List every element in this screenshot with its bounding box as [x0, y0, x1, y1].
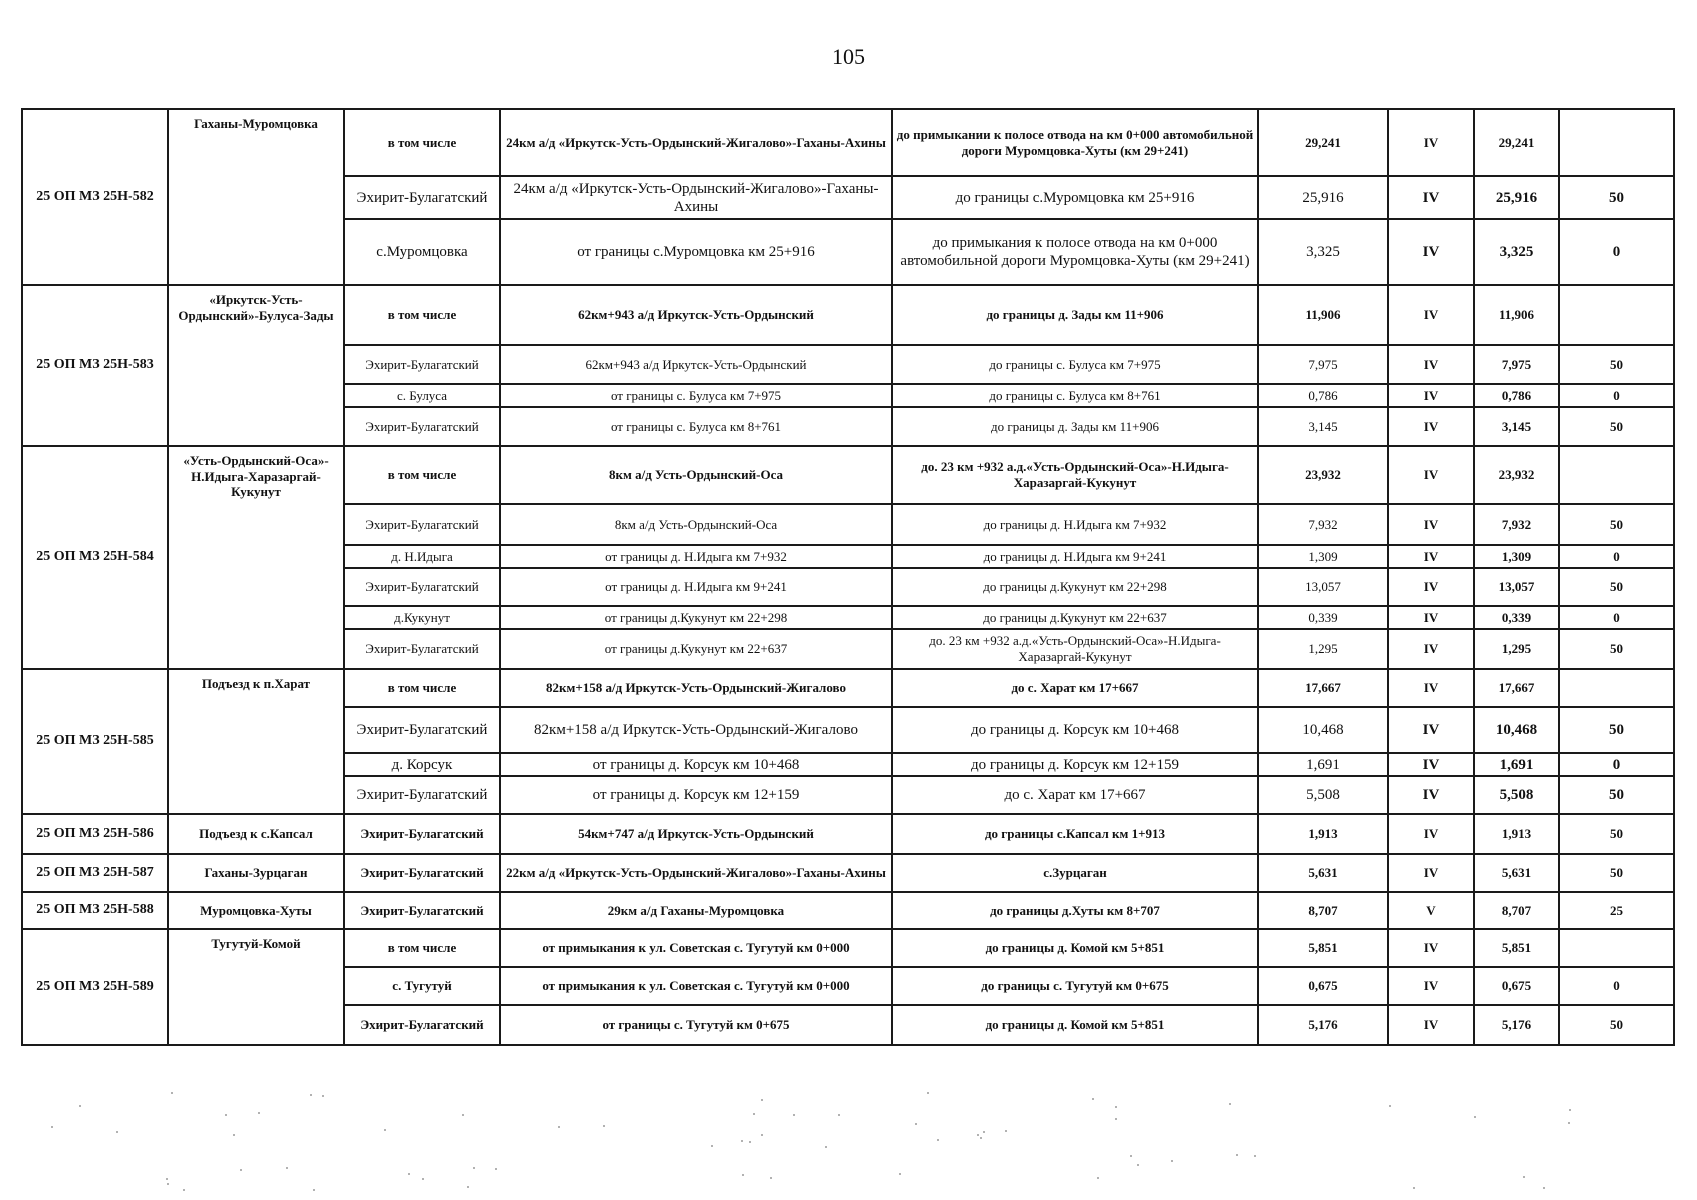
scan-speck: [462, 1114, 464, 1116]
end-cell: до границы д.Кукунут км 22+298: [892, 568, 1258, 606]
unit-cell: Эхирит-Булагатский: [344, 568, 500, 606]
start-cell: 8км а/д Усть-Ордынский-Оса: [500, 504, 892, 545]
unit-cell: д.Кукунут: [344, 606, 500, 629]
table-row: [22, 109, 1674, 176]
scan-speck: [793, 1114, 795, 1116]
scan-speck: [1229, 1103, 1231, 1105]
unit-cell: Эхирит-Булагатский: [344, 776, 500, 814]
length-total-cell: 1,309: [1474, 545, 1559, 568]
speed-cell: 50: [1559, 814, 1674, 854]
table-row: [22, 854, 1674, 892]
road-code-cell: 25 ОП МЗ 25Н-583: [22, 285, 168, 446]
category-cell: IV: [1388, 285, 1474, 345]
length-total-cell: 10,468: [1474, 707, 1559, 753]
page-number: 105: [832, 44, 865, 69]
speed-cell: [1559, 285, 1674, 345]
length-total-cell: 5,176: [1474, 1005, 1559, 1045]
scan-speck: [1543, 1187, 1545, 1189]
length-cell: 3,145: [1258, 407, 1388, 446]
table-row: [22, 446, 1674, 504]
scan-speck: [233, 1134, 235, 1136]
scan-speck: [166, 1178, 168, 1180]
scan-speck: [742, 1174, 744, 1176]
scan-speck: [225, 1114, 227, 1116]
scan-speck: [79, 1105, 81, 1107]
speed-cell: 50: [1559, 345, 1674, 384]
scan-speck: [1097, 1177, 1099, 1179]
start-cell: от границы д. Н.Идыга км 7+932: [500, 545, 892, 568]
end-cell: до границы с. Булуса км 7+975: [892, 345, 1258, 384]
length-cell: 11,906: [1258, 285, 1388, 345]
unit-cell: Эхирит-Булагатский: [344, 707, 500, 753]
end-cell: до границы д. Корсук км 12+159: [892, 753, 1258, 776]
speed-cell: 50: [1559, 568, 1674, 606]
category-cell: IV: [1388, 967, 1474, 1005]
end-cell: до границы д. Зады км 11+906: [892, 285, 1258, 345]
start-cell: от примыкания к ул. Советская с. Тугутуй км 0+000: [500, 929, 892, 967]
unit-cell: д. Корсук: [344, 753, 500, 776]
category-cell: IV: [1388, 176, 1474, 219]
length-cell: 23,932: [1258, 446, 1388, 504]
unit-cell: с. Тугутуй: [344, 967, 500, 1005]
speed-cell: [1559, 109, 1674, 176]
speed-cell: 0: [1559, 219, 1674, 285]
unit-cell: в том числе: [344, 109, 500, 176]
scan-speck: [384, 1129, 386, 1131]
category-cell: IV: [1388, 776, 1474, 814]
scan-speck: [1171, 1160, 1173, 1162]
scan-speck: [495, 1168, 497, 1170]
length-total-cell: 13,057: [1474, 568, 1559, 606]
length-total-cell: 1,913: [1474, 814, 1559, 854]
category-cell: IV: [1388, 929, 1474, 967]
length-cell: 29,241: [1258, 109, 1388, 176]
speed-cell: 50: [1559, 504, 1674, 545]
start-cell: от границы д. Корсук км 12+159: [500, 776, 892, 814]
scan-speck: [558, 1126, 560, 1128]
road-code-cell: 25 ОП МЗ 25Н-582: [22, 109, 168, 285]
road-name-cell: Муромцовка-Хуты: [168, 892, 344, 929]
speed-cell: 0: [1559, 967, 1674, 1005]
scan-speck: [937, 1139, 939, 1141]
speed-cell: 50: [1559, 707, 1674, 753]
length-cell: 1,913: [1258, 814, 1388, 854]
length-cell: 0,675: [1258, 967, 1388, 1005]
speed-cell: 50: [1559, 176, 1674, 219]
scan-speck: [51, 1126, 53, 1128]
scan-speck: [1413, 1187, 1415, 1189]
category-cell: IV: [1388, 384, 1474, 407]
category-cell: IV: [1388, 345, 1474, 384]
unit-cell: Эхирит-Булагатский: [344, 176, 500, 219]
end-cell: до границы с. Булуса км 8+761: [892, 384, 1258, 407]
end-cell: до границы с.Капсал км 1+913: [892, 814, 1258, 854]
table-row: [22, 285, 1674, 345]
scan-speck: [1092, 1098, 1094, 1100]
scan-speck: [171, 1092, 173, 1094]
end-cell: до с. Харат км 17+667: [892, 669, 1258, 707]
length-cell: 0,339: [1258, 606, 1388, 629]
length-cell: 1,309: [1258, 545, 1388, 568]
speed-cell: 50: [1559, 776, 1674, 814]
end-cell: до границы с.Муромцовка км 25+916: [892, 176, 1258, 219]
length-total-cell: 1,691: [1474, 753, 1559, 776]
category-cell: IV: [1388, 629, 1474, 669]
scan-speck: [1005, 1130, 1007, 1132]
end-cell: до границы д.Хуты км 8+707: [892, 892, 1258, 929]
scan-speck: [286, 1167, 288, 1169]
length-cell: 8,707: [1258, 892, 1388, 929]
length-total-cell: 17,667: [1474, 669, 1559, 707]
end-cell: до границы д. Комой км 5+851: [892, 1005, 1258, 1045]
length-cell: 0,786: [1258, 384, 1388, 407]
length-total-cell: 1,295: [1474, 629, 1559, 669]
scan-speck: [1523, 1176, 1525, 1178]
length-total-cell: 7,932: [1474, 504, 1559, 545]
length-total-cell: 23,932: [1474, 446, 1559, 504]
end-cell: до границы д.Кукунут км 22+637: [892, 606, 1258, 629]
length-cell: 1,295: [1258, 629, 1388, 669]
end-cell: до границы д. Н.Идыга км 9+241: [892, 545, 1258, 568]
road-name-cell: «Иркутск-Усть-Ордынский»-Булуса-Зады: [168, 285, 344, 446]
scan-speck: [422, 1178, 424, 1180]
length-cell: 5,631: [1258, 854, 1388, 892]
category-cell: IV: [1388, 1005, 1474, 1045]
scan-speck: [116, 1131, 118, 1133]
speed-cell: 0: [1559, 753, 1674, 776]
start-cell: 24км а/д «Иркутск-Усть-Ордынский-Жигалово»-Гаханы-Ахины: [500, 176, 892, 219]
end-cell: до границы д. Н.Идыга км 7+932: [892, 504, 1258, 545]
length-total-cell: 25,916: [1474, 176, 1559, 219]
scan-speck: [467, 1186, 469, 1188]
road-code-cell: 25 ОП МЗ 25Н-589: [22, 929, 168, 1045]
category-cell: IV: [1388, 753, 1474, 776]
speed-cell: [1559, 929, 1674, 967]
scan-speck: [1389, 1105, 1391, 1107]
category-cell: IV: [1388, 606, 1474, 629]
unit-cell: Эхирит-Булагатский: [344, 407, 500, 446]
unit-cell: с.Муромцовка: [344, 219, 500, 285]
unit-cell: Эхирит-Булагатский: [344, 345, 500, 384]
scan-speck: [915, 1123, 917, 1125]
end-cell: с.Зурцаган: [892, 854, 1258, 892]
start-cell: от границы с. Булуса км 8+761: [500, 407, 892, 446]
road-name-cell: Гаханы-Зурцаган: [168, 854, 344, 892]
road-name-cell: Подъезд к с.Капсал: [168, 814, 344, 854]
start-cell: 62км+943 а/д Иркутск-Усть-Ордынский: [500, 285, 892, 345]
scan-speck: [927, 1092, 929, 1094]
road-name-cell: «Усть-Ордынский-Оса»-Н.Идыга-Харазаргай-Кукунут: [168, 446, 344, 669]
unit-cell: Эхирит-Булагатский: [344, 629, 500, 669]
road-name-cell: Тугутуй-Комой: [168, 929, 344, 1045]
scan-speck: [603, 1125, 605, 1127]
speed-cell: [1559, 669, 1674, 707]
road-name-cell: Гаханы-Муромцовка: [168, 109, 344, 285]
end-cell: до с. Харат км 17+667: [892, 776, 1258, 814]
category-cell: IV: [1388, 446, 1474, 504]
end-cell: до границы с. Тугутуй км 0+675: [892, 967, 1258, 1005]
unit-cell: с. Булуса: [344, 384, 500, 407]
start-cell: от границы д.Кукунут км 22+637: [500, 629, 892, 669]
length-cell: 10,468: [1258, 707, 1388, 753]
unit-cell: д. Н.Идыга: [344, 545, 500, 568]
scan-speck: [1474, 1116, 1476, 1118]
scan-speck: [1569, 1109, 1571, 1111]
road-code-cell: 25 ОП МЗ 25Н-587: [22, 854, 168, 892]
road-code-cell: 25 ОП МЗ 25Н-588: [22, 892, 168, 929]
scan-speck: [1236, 1154, 1238, 1156]
scan-speck: [741, 1140, 743, 1142]
scan-speck: [322, 1095, 324, 1097]
scan-speck: [1137, 1164, 1139, 1166]
length-total-cell: 0,786: [1474, 384, 1559, 407]
length-total-cell: 0,675: [1474, 967, 1559, 1005]
start-cell: от границы д. Корсук км 10+468: [500, 753, 892, 776]
start-cell: 8км а/д Усть-Ордынский-Оса: [500, 446, 892, 504]
unit-cell: в том числе: [344, 285, 500, 345]
length-cell: 17,667: [1258, 669, 1388, 707]
speed-cell: 0: [1559, 545, 1674, 568]
length-total-cell: 3,325: [1474, 219, 1559, 285]
length-cell: 7,975: [1258, 345, 1388, 384]
length-total-cell: 11,906: [1474, 285, 1559, 345]
end-cell: до. 23 км +932 а.д.«Усть-Ордынский-Оса»-Н.Идыга-Харазаргай-Кукунут: [892, 629, 1258, 669]
end-cell: до границы д. Корсук км 10+468: [892, 707, 1258, 753]
unit-cell: Эхирит-Булагатский: [344, 504, 500, 545]
road-code-cell: 25 ОП МЗ 25Н-586: [22, 814, 168, 854]
table-row: [22, 929, 1674, 967]
scan-speck: [408, 1173, 410, 1175]
scan-speck: [473, 1167, 475, 1169]
scan-speck: [983, 1131, 985, 1133]
scan-speck: [838, 1114, 840, 1116]
start-cell: от примыкания к ул. Советская с. Тугутуй км 0+000: [500, 967, 892, 1005]
start-cell: 22км а/д «Иркутск-Усть-Ордынский-Жигалово»-Гаханы-Ахины: [500, 854, 892, 892]
unit-cell: в том числе: [344, 446, 500, 504]
scan-speck: [899, 1173, 901, 1175]
start-cell: от границы с. Булуса км 7+975: [500, 384, 892, 407]
road-code-cell: 25 ОП МЗ 25Н-585: [22, 669, 168, 814]
scan-speck: [749, 1141, 751, 1143]
length-total-cell: 5,631: [1474, 854, 1559, 892]
speed-cell: 0: [1559, 384, 1674, 407]
category-cell: IV: [1388, 669, 1474, 707]
speed-cell: 25: [1559, 892, 1674, 929]
scan-speck: [753, 1113, 755, 1115]
scan-speck: [825, 1146, 827, 1148]
scan-speck: [977, 1134, 979, 1136]
start-cell: 54км+747 а/д Иркутск-Усть-Ордынский: [500, 814, 892, 854]
category-cell: IV: [1388, 407, 1474, 446]
scan-speck: [1115, 1106, 1117, 1108]
scan-speck: [240, 1169, 242, 1171]
length-cell: 5,176: [1258, 1005, 1388, 1045]
category-cell: IV: [1388, 545, 1474, 568]
category-cell: IV: [1388, 504, 1474, 545]
speed-cell: 50: [1559, 629, 1674, 669]
length-cell: 7,932: [1258, 504, 1388, 545]
scan-speck: [1568, 1122, 1570, 1124]
category-cell: V: [1388, 892, 1474, 929]
unit-cell: Эхирит-Булагатский: [344, 814, 500, 854]
start-cell: от границы д. Н.Идыга км 9+241: [500, 568, 892, 606]
unit-cell: Эхирит-Булагатский: [344, 892, 500, 929]
scan-speck: [313, 1189, 315, 1191]
start-cell: 82км+158 а/д Иркутск-Усть-Ордынский-Жигалово: [500, 707, 892, 753]
length-total-cell: 5,508: [1474, 776, 1559, 814]
road-name-cell: Подъезд к п.Харат: [168, 669, 344, 814]
start-cell: от границы с. Тугутуй км 0+675: [500, 1005, 892, 1045]
length-total-cell: 0,339: [1474, 606, 1559, 629]
roads-table: [21, 108, 1675, 1046]
unit-cell: в том числе: [344, 669, 500, 707]
length-cell: 25,916: [1258, 176, 1388, 219]
start-cell: 29км а/д Гаханы-Муромцовка: [500, 892, 892, 929]
scan-speck: [258, 1112, 260, 1114]
end-cell: до. 23 км +932 а.д.«Усть-Ордынский-Оса»-Н.Идыга-Харазаргай-Кукунут: [892, 446, 1258, 504]
speed-cell: 50: [1559, 407, 1674, 446]
length-cell: 5,508: [1258, 776, 1388, 814]
scan-speck: [761, 1099, 763, 1101]
end-cell: до примыкании к полосе отвода на км 0+000 автомобильной дороги Муромцовка-Хуты (км 29+241): [892, 109, 1258, 176]
scan-speck: [167, 1183, 169, 1185]
start-cell: 82км+158 а/д Иркутск-Усть-Ордынский-Жигалово: [500, 669, 892, 707]
scan-speck: [310, 1094, 312, 1096]
length-total-cell: 5,851: [1474, 929, 1559, 967]
start-cell: от границы д.Кукунут км 22+298: [500, 606, 892, 629]
speed-cell: 50: [1559, 854, 1674, 892]
scan-speck: [711, 1145, 713, 1147]
speed-cell: 0: [1559, 606, 1674, 629]
length-total-cell: 3,145: [1474, 407, 1559, 446]
scan-speck: [1115, 1118, 1117, 1120]
scan-speck: [1130, 1155, 1132, 1157]
scan-speck: [980, 1137, 982, 1139]
speed-cell: [1559, 446, 1674, 504]
table-row: [22, 892, 1674, 929]
length-cell: 3,325: [1258, 219, 1388, 285]
length-cell: 13,057: [1258, 568, 1388, 606]
category-cell: IV: [1388, 854, 1474, 892]
length-total-cell: 8,707: [1474, 892, 1559, 929]
unit-cell: Эхирит-Булагатский: [344, 1005, 500, 1045]
start-cell: от границы с.Муромцовка км 25+916: [500, 219, 892, 285]
scan-speck: [770, 1177, 772, 1179]
unit-cell: Эхирит-Булагатский: [344, 854, 500, 892]
length-total-cell: 29,241: [1474, 109, 1559, 176]
table-row: [22, 669, 1674, 707]
end-cell: до примыкания к полосе отвода на км 0+000 автомобильной дороги Муромцовка-Хуты (км 29+241): [892, 219, 1258, 285]
end-cell: до границы д. Комой км 5+851: [892, 929, 1258, 967]
category-cell: IV: [1388, 109, 1474, 176]
unit-cell: в том числе: [344, 929, 500, 967]
length-cell: 5,851: [1258, 929, 1388, 967]
category-cell: IV: [1388, 219, 1474, 285]
category-cell: IV: [1388, 707, 1474, 753]
start-cell: 62км+943 а/д Иркутск-Усть-Ордынский: [500, 345, 892, 384]
speed-cell: 50: [1559, 1005, 1674, 1045]
end-cell: до границы д. Зады км 11+906: [892, 407, 1258, 446]
table-row: [22, 814, 1674, 854]
scan-speck: [183, 1189, 185, 1191]
scan-speck: [1254, 1155, 1256, 1157]
start-cell: 24км а/д «Иркутск-Усть-Ордынский-Жигалово»-Гаханы-Ахины: [500, 109, 892, 176]
length-cell: 1,691: [1258, 753, 1388, 776]
road-code-cell: 25 ОП МЗ 25Н-584: [22, 446, 168, 669]
scan-speck: [761, 1134, 763, 1136]
category-cell: IV: [1388, 568, 1474, 606]
length-total-cell: 7,975: [1474, 345, 1559, 384]
category-cell: IV: [1388, 814, 1474, 854]
